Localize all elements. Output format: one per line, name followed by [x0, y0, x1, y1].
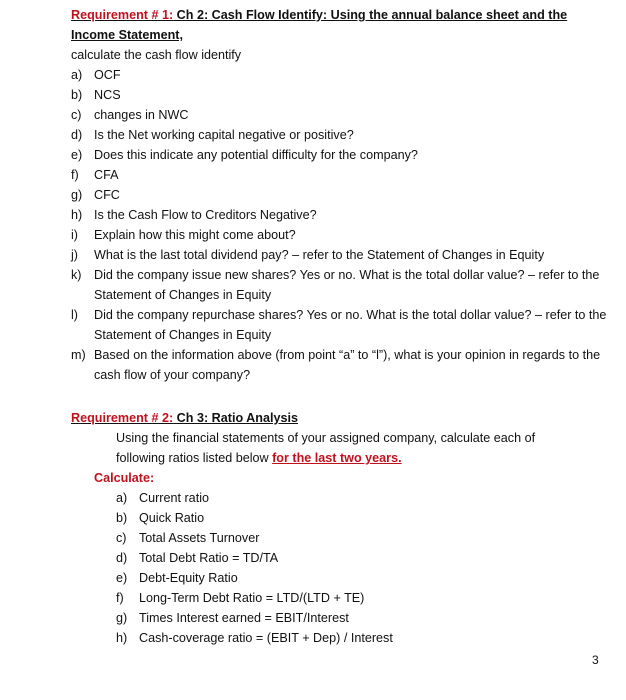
list-item	[116, 508, 611, 528]
list-item-text: Did the company issue new shares? Yes or no. What is the total dollar value? – refer to the Statement of Changes in Equity	[94, 268, 600, 302]
list-item-letter: h)	[71, 208, 83, 222]
list-item-text: Times Interest earned = EBIT/Interest	[139, 611, 349, 625]
list-item-text: Did the company repurchase shares? Yes or no. What is the total dollar value? – refer to the Statement of Changes in Equity	[94, 308, 607, 342]
requirement-2-section	[71, 408, 611, 648]
list-item-text: Long-Term Debt Ratio = LTD/(LTD + TE)	[139, 591, 365, 605]
list-item-letter: g)	[116, 611, 128, 625]
list-item-text: Total Debt Ratio = TD/TA	[139, 551, 279, 565]
list-item	[71, 85, 611, 105]
requirement-1-section	[71, 5, 611, 385]
page-number: 3	[592, 653, 599, 667]
list-item-text: changes in NWC	[94, 108, 189, 122]
list-item-text: Based on the information above (from point “a” to “l”), what is your opinion in regards to the cash flow of your company?	[94, 348, 601, 382]
list-item-letter: i)	[71, 228, 78, 242]
list-item	[71, 205, 611, 225]
calculate-label: Calculate:	[94, 471, 155, 485]
list-item-letter: b)	[116, 511, 128, 525]
list-item-text: Quick Ratio	[139, 511, 205, 525]
requirement-1-label: Requirement # 1:	[71, 8, 174, 22]
requirement-2-intro-text: Using the financial statements of your assigned company, calculate each of following ratios listed below	[116, 431, 536, 465]
requirement-2-list	[116, 488, 611, 648]
list-item-letter: j)	[71, 248, 78, 262]
requirement-2-title: Ch 3: Ratio Analysis	[173, 411, 298, 425]
list-item-letter: l)	[71, 308, 78, 322]
list-item-text: Is the Cash Flow to Creditors Negative?	[94, 208, 317, 222]
requirement-2-highlight: for the last two years.	[272, 451, 402, 465]
requirement-1-heading	[71, 5, 611, 45]
list-item	[71, 345, 611, 385]
list-item-letter: e)	[71, 148, 83, 162]
requirement-2-label: Requirement # 2:	[71, 411, 174, 425]
list-item-text: Debt-Equity Ratio	[139, 571, 238, 585]
requirement-1-intro: calculate the cash flow identify	[71, 48, 242, 62]
list-item-text: CFA	[94, 168, 119, 182]
list-item-letter: f)	[116, 591, 124, 605]
list-item	[71, 265, 611, 305]
requirement-2-heading	[71, 408, 611, 428]
list-item-text: Current ratio	[139, 491, 209, 505]
list-item	[116, 568, 611, 588]
list-item	[71, 125, 611, 145]
list-item-text: CFC	[94, 188, 120, 202]
requirement-1-list	[71, 65, 611, 385]
list-item	[71, 165, 611, 185]
list-item-letter: e)	[116, 571, 128, 585]
list-item	[116, 608, 611, 628]
list-item	[116, 488, 611, 508]
list-item-letter: h)	[116, 631, 128, 645]
list-item-letter: c)	[71, 108, 82, 122]
list-item-text: Is the Net working capital negative or positive?	[94, 128, 354, 142]
list-item	[71, 105, 611, 125]
list-item-text: Cash-coverage ratio = (EBIT + Dep) / Interest	[139, 631, 393, 645]
requirement-2-intro	[116, 428, 576, 468]
list-item-letter: f)	[71, 168, 79, 182]
list-item-letter: k)	[71, 268, 82, 282]
list-item-text: What is the last total dividend pay? – refer to the Statement of Changes in Equity	[94, 248, 545, 262]
list-item-text: Explain how this might come about?	[94, 228, 296, 242]
list-item	[116, 528, 611, 548]
list-item-letter: a)	[116, 491, 128, 505]
list-item	[71, 225, 611, 245]
list-item-text: NCS	[94, 88, 121, 102]
list-item-text: Does this indicate any potential difficulty for the company?	[94, 148, 418, 162]
list-item	[71, 245, 611, 265]
requirement-1-title: Ch 2: Cash Flow Identify: Using the annual balance sheet and the Income Statement,	[71, 8, 568, 42]
list-item-text: OCF	[94, 68, 121, 82]
list-item-letter: m)	[71, 348, 86, 362]
list-item-letter: b)	[71, 88, 83, 102]
list-item	[71, 65, 611, 85]
list-item	[71, 145, 611, 165]
list-item-letter: c)	[116, 531, 127, 545]
list-item-letter: a)	[71, 68, 83, 82]
list-item	[71, 185, 611, 205]
list-item-letter: d)	[116, 551, 128, 565]
list-item	[116, 588, 611, 608]
list-item-letter: d)	[71, 128, 83, 142]
list-item	[71, 305, 611, 345]
list-item	[116, 628, 611, 648]
list-item-text: Total Assets Turnover	[139, 531, 260, 545]
list-item-letter: g)	[71, 188, 83, 202]
list-item	[116, 548, 611, 568]
